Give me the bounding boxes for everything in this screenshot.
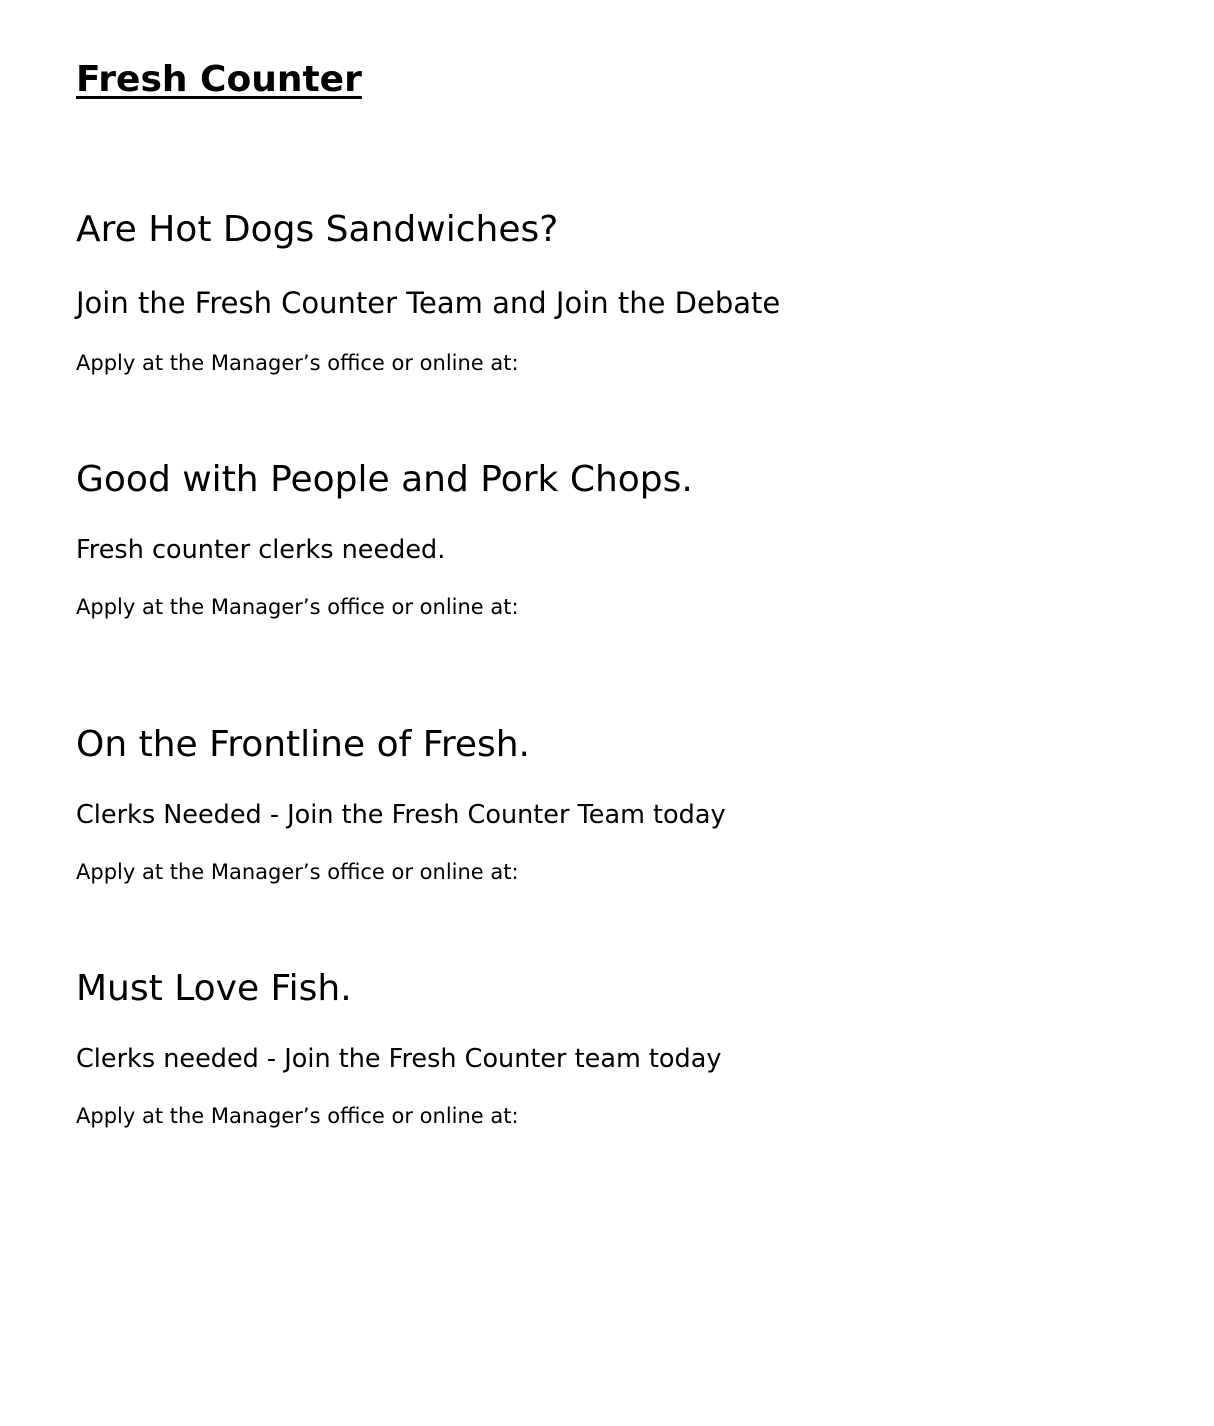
ad-apply-text: Apply at the Manager’s office or online at: [76,351,519,375]
ad-apply-text: Apply at the Manager’s office or online at: [76,1104,519,1128]
ad-subheadline: Fresh counter clerks needed. [76,535,446,565]
ad-headline: Are Hot Dogs Sandwiches? [76,209,559,250]
ad-apply-text: Apply at the Manager’s office or online at: [76,595,519,619]
ad-subheadline: Clerks Needed - Join the Fresh Counter Team today [76,800,726,830]
ad-apply-text: Apply at the Manager’s office or online at: [76,860,519,884]
ad-headline: Must Love Fish. [76,968,352,1009]
ad-subheadline: Join the Fresh Counter Team and Join the Debate [76,286,781,320]
ad-headline: Good with People and Pork Chops. [76,459,693,500]
page-title: Fresh Counter [76,59,362,100]
ad-subheadline: Clerks needed - Join the Fresh Counter team today [76,1044,722,1074]
ad-headline: On the Frontline of Fresh. [76,724,530,765]
